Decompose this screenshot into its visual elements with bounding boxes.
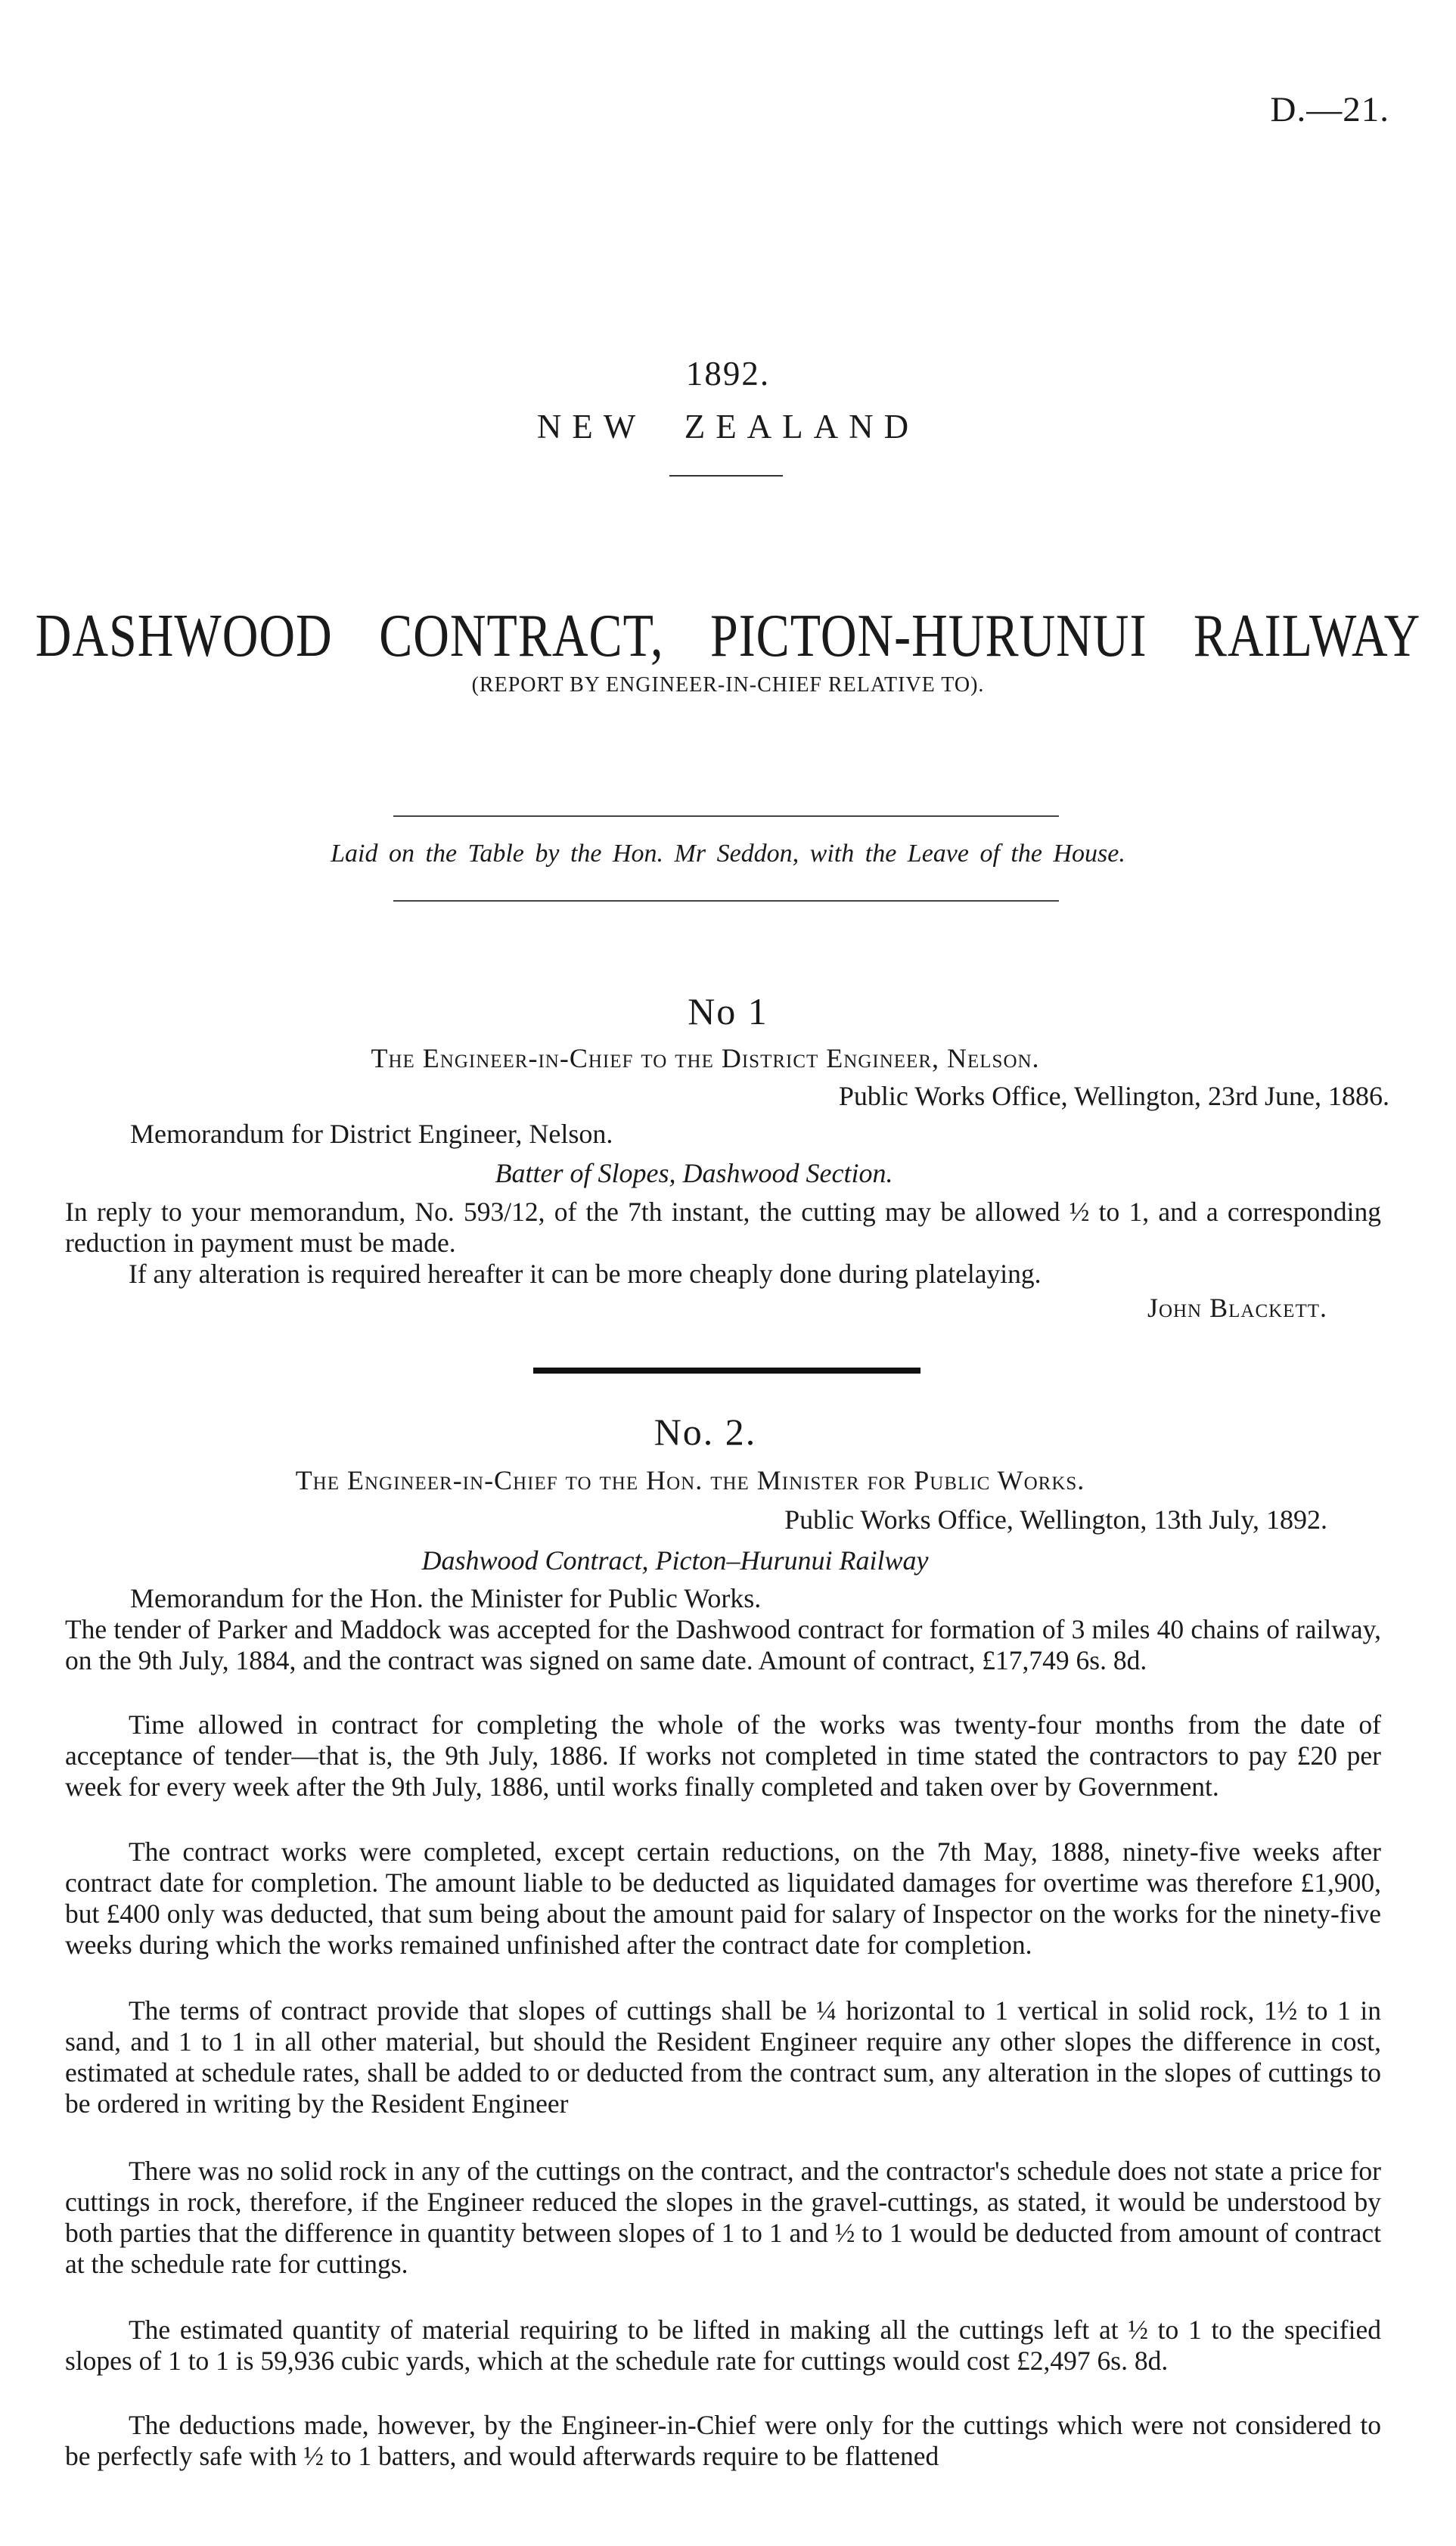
document-reference: D.—21. <box>1270 90 1389 129</box>
letter-paragraph: The contract works were completed, except certain reductions, on the 7th May, 1888, ninety-five weeks after contract date for completion. The amount liable to be deducted as liquidated damages for overtime was therefore £1,900, but £400 only was deducted, that sum being about the amount paid for salary of Inspector on the works for the ninety-five weeks during which the works remained unfinished after the contract date for completion. <box>65 1837 1381 1960</box>
letter-paragraph: The deductions made, however, by the Engineer-in-Chief were only for the cuttings which were not considered to be perfectly safe with ½ to 1 batters, and would afterwards require to be flattened <box>65 2410 1381 2471</box>
letter-paragraph: There was no solid rock in any of the cuttings on the contract, and the contractor's schedule does not state a price for cuttings in rock, therefore, if the Engineer reduced the slopes in the gravel-cuttings, as stated, it would be understood by both parties that the difference in quantity between slopes of 1 to 1 and ½ to 1 would be deducted from amount of contract at the schedule rate for cuttings. <box>65 2156 1381 2279</box>
signature: John Blackett. <box>1147 1293 1327 1323</box>
letter-paragraph: If any alteration is required hereafter it can be more cheaply done during platelaying. <box>129 1259 1042 1289</box>
letter-paragraph: The estimated quantity of material requiring to be lifted in making all the cuttings left at ½ to 1 to the specified slopes of 1 to 1 is 59,936 cubic yards, which at the schedule rate for cuttings would cost £2,497 6s. 8d. <box>65 2315 1381 2376</box>
letter-subject: Dashwood Contract, Picton–Hurunui Railway <box>421 1545 929 1576</box>
letter-subject: Batter of Slopes, Dashwood Section. <box>495 1158 893 1188</box>
letter-from-to: The Engineer-in-Chief to the District Engineer, Nelson. <box>371 1043 1040 1073</box>
letter-number: No 1 <box>688 990 768 1032</box>
letter-paragraph: Time allowed in contract for completing the whole of the works was twenty-four months from the date of acceptance of tender—that is, the 9th July, 1886. If works not completed in time stated the contractors to pay £20 per week for every week after the 9th July, 1886, until works finally completed and taken over by Government. <box>65 1709 1381 1802</box>
letter-paragraph: The terms of contract provide that slopes of cuttings shall be ¼ horizontal to 1 vertical in solid rock, 1½ to 1 in sand, and 1 to 1 in all other material, but should the Resident Engineer require any other slopes the difference in cost, estimated at schedule rates, shall be added to or deducted from the contract sum, any alteration in the slopes of cuttings to be ordered in writing by the Resident Engineer <box>65 1995 1381 2119</box>
divider-rule <box>393 815 1059 817</box>
letter-place-date: Public Works Office, Wellington, 13th July, 1892. <box>784 1504 1327 1535</box>
section-divider <box>533 1368 920 1374</box>
memo-line: Memorandum for the Hon. the Minister for Public Works. <box>130 1583 762 1613</box>
country-heading: NEW ZEALAND <box>536 408 920 446</box>
letter-number: No. 2. <box>653 1411 757 1453</box>
letter-paragraph: In reply to your memorandum, No. 593/12, of the 7th instant, the cutting may be allowed ½ to 1, and a corresponding reduction in payment must be made. <box>65 1197 1381 1258</box>
year: 1892. <box>685 355 771 393</box>
laid-on-table-note: Laid on the Table by the Hon. Mr Seddon, with the Leave of the House. <box>331 840 1125 868</box>
memo-line: Memorandum for District Engineer, Nelson. <box>130 1119 613 1149</box>
letter-paragraph: The tender of Parker and Maddock was accepted for the Dashwood contract for formation of 3 miles 40 chains of railway, on the 9th July, 1884, and the contract was signed on same date. Amount of contract, £17,749 6s. 8d. <box>65 1614 1381 1675</box>
divider-rule <box>393 900 1059 902</box>
divider-rule <box>669 475 783 477</box>
document-title: DASHWOOD CONTRACT, PICTON-HURUNUI RAILWAY <box>35 602 1421 670</box>
letter-place-date: Public Works Office, Wellington, 23rd June, 1886. <box>838 1081 1389 1111</box>
letter-from-to: The Engineer-in-Chief to the Hon. the Minister for Public Works. <box>295 1465 1085 1495</box>
document-subtitle: (REPORT BY ENGINEER-IN-CHIEF RELATIVE TO). <box>471 673 985 697</box>
